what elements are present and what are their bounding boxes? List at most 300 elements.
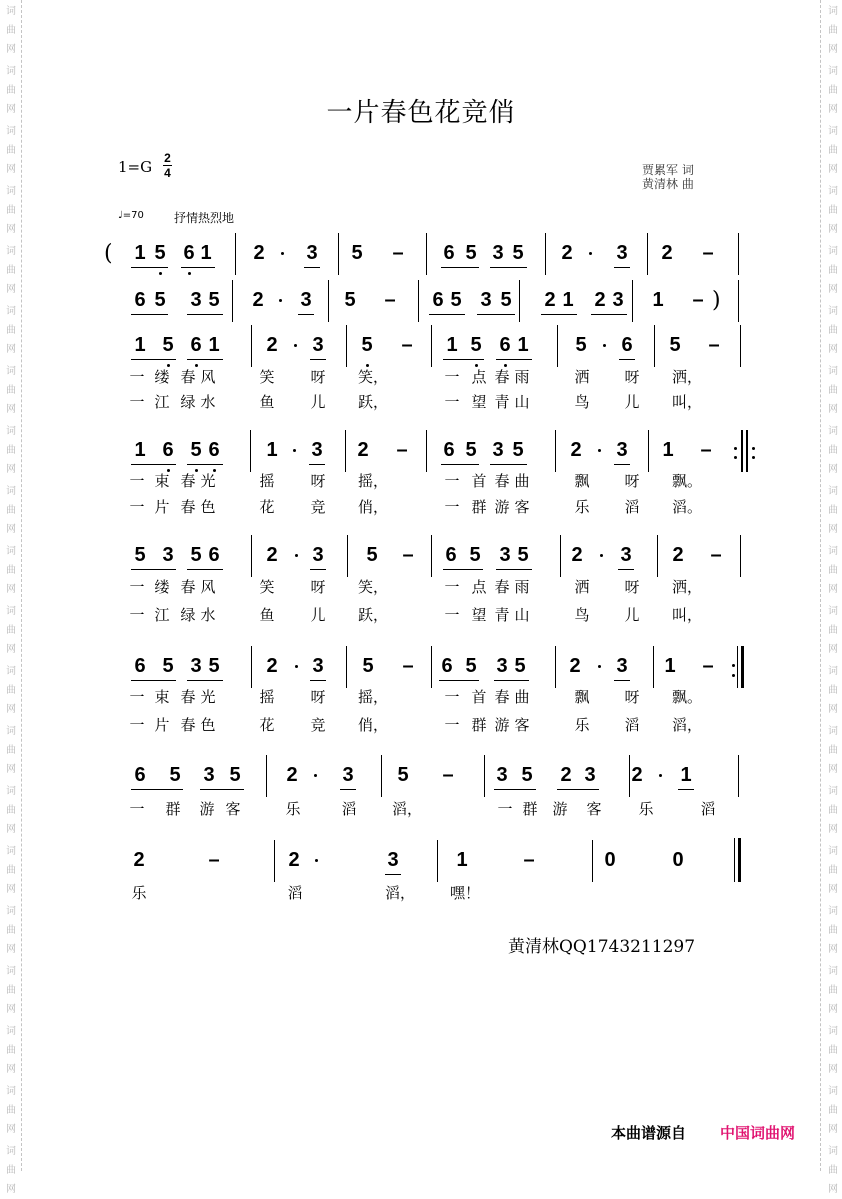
bar-line	[251, 535, 252, 577]
bar-line	[426, 233, 427, 275]
low-octave-dot	[159, 272, 162, 275]
watermark-char: 网	[828, 104, 838, 115]
underline-beam	[557, 789, 599, 790]
note: 1	[134, 334, 146, 356]
lyricist-credit: 贾累军 词	[642, 163, 694, 177]
watermark-char: 网	[6, 524, 16, 535]
note: 3	[480, 289, 492, 311]
watermark-char: 网	[6, 884, 16, 895]
watermark-char: 词	[6, 546, 16, 557]
augmentation-dot	[281, 252, 284, 255]
lyric-char: 呀	[624, 472, 640, 490]
time-signature-bottom: 4	[164, 166, 171, 180]
note: 3	[311, 439, 323, 461]
underline-beam	[477, 314, 515, 315]
watermark-char: 曲	[828, 205, 838, 216]
source-label: 本曲谱源自	[611, 1124, 687, 1142]
note: 2	[133, 849, 145, 871]
watermark-char: 曲	[6, 745, 16, 756]
lyric-char: 光	[200, 688, 216, 706]
note: 3	[190, 655, 202, 677]
lyric-char: 呀	[310, 688, 326, 706]
lyric-char: 呀	[624, 578, 640, 596]
bar-line	[328, 280, 329, 322]
bar-line	[560, 535, 561, 577]
lyric-char: 水	[200, 606, 216, 624]
note: 2	[266, 544, 278, 566]
augmentation-dot	[598, 665, 601, 668]
note: –	[523, 849, 535, 871]
note: 2	[288, 849, 300, 871]
note: 3	[616, 242, 628, 264]
note: 6	[208, 439, 220, 461]
bar-line	[232, 280, 233, 322]
lyric-char: 嘿！	[450, 884, 481, 902]
watermark-char: 曲	[6, 265, 16, 276]
note: –	[402, 655, 414, 677]
watermark-char: 曲	[6, 325, 16, 336]
lyric-char: 一	[444, 368, 460, 386]
watermark-char: 曲	[6, 565, 16, 576]
bar-line	[346, 325, 347, 367]
arranger-signature: 黄清林QQ1743211297	[508, 937, 696, 957]
watermark-char: 词	[6, 426, 16, 437]
watermark-char: 网	[828, 344, 838, 355]
left-watermark-strip	[0, 0, 20, 1195]
note: 3	[312, 334, 324, 356]
bar-line	[654, 325, 655, 367]
note: 5	[500, 289, 512, 311]
note: –	[700, 439, 712, 461]
note: 5	[512, 439, 524, 461]
watermark-char: 词	[6, 606, 16, 617]
lyric-char: 客	[514, 716, 530, 734]
lyric-char: 束	[154, 472, 170, 490]
note: 5	[190, 544, 202, 566]
underline-beam	[310, 680, 326, 681]
note: 1	[664, 655, 676, 677]
lyric-char: 首	[471, 688, 487, 706]
note: 6	[621, 334, 633, 356]
augmentation-dot	[293, 449, 296, 452]
bar-line	[250, 430, 251, 472]
bar-line	[592, 840, 593, 882]
bar-line	[274, 840, 275, 882]
note: 5	[465, 242, 477, 264]
bar-line	[738, 233, 739, 275]
note: 6	[499, 334, 511, 356]
watermark-char: 网	[828, 1004, 838, 1015]
lyric-char: 一	[129, 578, 145, 596]
lyric-char: 鸟	[574, 393, 590, 411]
lyric-char: 呀	[310, 368, 326, 386]
bar-line	[431, 646, 432, 688]
watermark-char: 网	[6, 644, 16, 655]
watermark-char: 网	[6, 704, 16, 715]
watermark-char: 曲	[828, 1165, 838, 1176]
underline-beam	[614, 680, 630, 681]
watermark-char: 词	[6, 66, 16, 77]
watermark-char: 词	[828, 306, 838, 317]
watermark-char: 词	[828, 966, 838, 977]
note: 5	[162, 334, 174, 356]
augmentation-dot	[315, 859, 318, 862]
lyric-char: 乐	[285, 800, 301, 818]
note: 1	[266, 439, 278, 461]
lyric-char: 摇，	[358, 688, 389, 706]
note: 2	[570, 439, 582, 461]
lyric-char: 一	[444, 606, 460, 624]
note: –	[692, 289, 704, 311]
watermark-char: 网	[6, 164, 16, 175]
note: 5	[469, 544, 481, 566]
bar-line	[484, 755, 485, 797]
lyric-char: 乐	[638, 800, 654, 818]
lyric-char: 群	[471, 498, 487, 516]
note: 3	[300, 289, 312, 311]
lyric-char: 曲	[514, 688, 530, 706]
lyric-char: 一	[444, 393, 460, 411]
watermark-char: 网	[6, 1004, 16, 1015]
note: –	[208, 849, 220, 871]
bar-line	[738, 755, 739, 797]
underline-beam	[187, 314, 223, 315]
lyric-char: 春	[180, 688, 196, 706]
watermark-char: 词	[6, 666, 16, 677]
lyric-char: 一	[129, 393, 145, 411]
lyric-char: 飘	[574, 688, 590, 706]
watermark-char: 曲	[828, 325, 838, 336]
note: 1	[208, 334, 220, 356]
watermark-char: 曲	[828, 745, 838, 756]
note: 5	[514, 655, 526, 677]
bar-line	[426, 430, 427, 472]
repeat-bar-left	[741, 430, 743, 472]
note: 3	[620, 544, 632, 566]
lyric-char: 飘。	[672, 688, 703, 706]
watermark-char: 曲	[828, 385, 838, 396]
underline-beam	[131, 569, 176, 570]
bar-line	[251, 325, 252, 367]
watermark-char: 词	[6, 6, 16, 17]
lyric-char: 跃，	[358, 606, 389, 624]
augmentation-dot	[294, 344, 297, 347]
lyric-char: 一	[497, 800, 513, 818]
repeat-dot	[752, 447, 755, 450]
lyric-char: 一	[129, 368, 145, 386]
bar-line	[347, 535, 348, 577]
low-octave-dot	[504, 364, 507, 367]
lyric-char: 跃，	[358, 393, 389, 411]
watermark-char: 网	[6, 764, 16, 775]
lyric-char: 鸟	[574, 606, 590, 624]
lyric-char: 一	[129, 606, 145, 624]
underline-beam	[441, 267, 479, 268]
bar-line	[555, 646, 556, 688]
note: 6	[432, 289, 444, 311]
repeat-dot	[732, 674, 735, 677]
bar-line	[740, 535, 741, 577]
watermark-char: 网	[6, 344, 16, 355]
note: 6	[441, 655, 453, 677]
open-parenthesis: (	[104, 241, 113, 266]
lyric-char: 飘	[574, 472, 590, 490]
bar-line	[647, 233, 648, 275]
watermark-char: 网	[6, 1064, 16, 1075]
lyric-char: 滔	[624, 716, 640, 734]
note: 3	[499, 544, 511, 566]
note: –	[402, 544, 414, 566]
watermark-char: 曲	[828, 1105, 838, 1116]
lyric-char: 风	[200, 578, 216, 596]
underline-beam	[310, 569, 326, 570]
lyric-char: 一	[444, 688, 460, 706]
watermark-char: 曲	[6, 145, 16, 156]
bar-line	[251, 646, 252, 688]
note: 5	[361, 334, 373, 356]
composer-credit: 黄清林 曲	[642, 177, 694, 191]
note: 6	[445, 544, 457, 566]
note: 1	[562, 289, 574, 311]
watermark-char: 网	[828, 284, 838, 295]
lyric-char: 笑，	[358, 578, 389, 596]
lyric-char: 摇	[259, 688, 275, 706]
repeat-dot	[734, 447, 737, 450]
underline-beam	[443, 359, 484, 360]
note: 2	[253, 242, 265, 264]
note: 5	[397, 764, 409, 786]
watermark-char: 词	[6, 366, 16, 377]
note: 3	[162, 544, 174, 566]
bar-line	[519, 280, 520, 322]
underline-beam	[131, 464, 176, 465]
note: 6	[443, 242, 455, 264]
underline-beam	[304, 267, 320, 268]
note: 5	[169, 764, 181, 786]
watermark-char: 网	[828, 464, 838, 475]
watermark-char: 曲	[828, 985, 838, 996]
lyric-char: 滔，	[672, 716, 703, 734]
lyric-char: 洒	[574, 578, 590, 596]
watermark-char: 曲	[6, 1165, 16, 1176]
low-octave-dot	[475, 364, 478, 367]
augmentation-dot	[598, 449, 601, 452]
watermark-char: 词	[6, 1026, 16, 1037]
note: –	[384, 289, 396, 311]
note: 2	[544, 289, 556, 311]
underline-beam	[614, 464, 630, 465]
watermark-char: 曲	[6, 625, 16, 636]
low-octave-dot	[188, 272, 191, 275]
lyric-char: 竞	[310, 498, 326, 516]
note: 6	[134, 289, 146, 311]
note: 2	[560, 764, 572, 786]
lyric-char: 俏，	[358, 498, 389, 516]
watermark-char: 词	[828, 66, 838, 77]
underline-beam	[443, 569, 483, 570]
note: 5	[465, 655, 477, 677]
lyric-char: 春	[180, 578, 196, 596]
watermark-char: 网	[828, 644, 838, 655]
watermark-char: 曲	[6, 865, 16, 876]
lyric-char: 春	[180, 716, 196, 734]
note: 3	[496, 764, 508, 786]
bar-line	[545, 233, 546, 275]
note: 1	[200, 242, 212, 264]
note: 2	[571, 544, 583, 566]
underline-beam	[131, 359, 176, 360]
watermark-char: 网	[828, 884, 838, 895]
lyric-char: 花	[259, 498, 275, 516]
lyric-char: 呀	[624, 368, 640, 386]
underline-beam	[429, 314, 465, 315]
lyric-char: 摇	[259, 472, 275, 490]
watermark-char: 词	[6, 846, 16, 857]
lyric-char: 洒，	[672, 578, 703, 596]
watermark-char: 词	[6, 726, 16, 737]
note: 6	[134, 655, 146, 677]
lyric-char: 片	[154, 498, 170, 516]
bar-line	[557, 325, 558, 367]
watermark-char: 网	[828, 164, 838, 175]
watermark-char: 曲	[828, 865, 838, 876]
note: 5	[134, 544, 146, 566]
note: –	[710, 544, 722, 566]
lyric-char: 滔	[341, 800, 357, 818]
lyric-char: 游	[552, 800, 568, 818]
underline-beam	[614, 267, 630, 268]
augmentation-dot	[659, 774, 662, 777]
lyric-char: 笑，	[358, 368, 389, 386]
lyric-char: 滔	[287, 884, 303, 902]
augmentation-dot	[295, 665, 298, 668]
lyric-char: 呀	[310, 472, 326, 490]
note: 5	[229, 764, 241, 786]
repeat-dot	[732, 664, 735, 667]
note: 3	[616, 655, 628, 677]
underline-beam	[441, 464, 479, 465]
note: 5	[521, 764, 533, 786]
underline-beam	[131, 680, 176, 681]
watermark-char: 词	[6, 126, 16, 137]
lyric-char: 春	[494, 688, 510, 706]
note: –	[442, 764, 454, 786]
watermark-char: 网	[828, 704, 838, 715]
note: 1	[662, 439, 674, 461]
lyric-char: 绿	[180, 393, 196, 411]
watermark-char: 词	[828, 906, 838, 917]
underline-beam	[541, 314, 577, 315]
note: 2	[661, 242, 673, 264]
note: 3	[612, 289, 624, 311]
lyric-char: 色	[200, 498, 216, 516]
lyric-char: 一	[129, 498, 145, 516]
watermark-char: 词	[828, 246, 838, 257]
bar-line	[648, 430, 649, 472]
watermark-char: 曲	[6, 805, 16, 816]
watermark-char: 词	[6, 1086, 16, 1097]
note: 5	[351, 242, 363, 264]
watermark-char: 词	[828, 726, 838, 737]
lyric-char: 滔	[624, 498, 640, 516]
lyric-char: 江	[154, 606, 170, 624]
note: 1	[134, 439, 146, 461]
lyric-char: 游	[494, 498, 510, 516]
note: 2	[569, 655, 581, 677]
underline-beam	[496, 359, 532, 360]
watermark-char: 网	[6, 284, 16, 295]
bar-line	[555, 430, 556, 472]
watermark-char: 曲	[828, 445, 838, 456]
lyric-char: 雨	[514, 368, 530, 386]
note: 0	[672, 849, 684, 871]
watermark-char: 词	[6, 1146, 16, 1157]
right-watermark-strip	[822, 0, 842, 1195]
watermark-char: 曲	[828, 25, 838, 36]
lyric-char: 一	[444, 498, 460, 516]
note: 3	[387, 849, 399, 871]
lyric-char: 春	[494, 578, 510, 596]
tempo-marking: ♩=70	[118, 210, 144, 221]
note: 5	[344, 289, 356, 311]
note: 3	[616, 439, 628, 461]
watermark-char: 网	[6, 44, 16, 55]
note: 6	[190, 334, 202, 356]
repeat-bar-right	[746, 430, 748, 472]
watermark-char: 网	[6, 1124, 16, 1135]
note: 2	[252, 289, 264, 311]
note: 5	[362, 655, 374, 677]
watermark-char: 词	[828, 786, 838, 797]
watermark-char: 词	[828, 486, 838, 497]
augmentation-dot	[603, 344, 606, 347]
note: 6	[183, 242, 195, 264]
watermark-char: 曲	[6, 1045, 16, 1056]
note: –	[392, 242, 404, 264]
watermark-char: 词	[828, 606, 838, 617]
left-margin-line	[21, 0, 22, 1171]
note: 1	[517, 334, 529, 356]
watermark-char: 词	[828, 366, 838, 377]
note: 3	[312, 544, 324, 566]
lyric-char: 叫，	[672, 606, 703, 624]
lyric-char: 客	[514, 498, 530, 516]
note: 5	[208, 655, 220, 677]
bar-line	[266, 755, 267, 797]
watermark-char: 曲	[828, 1045, 838, 1056]
repeat-bar-thin	[737, 646, 738, 688]
underline-beam	[200, 789, 244, 790]
source-site-link[interactable]: 中国词曲网	[720, 1124, 796, 1142]
lyric-char: 一	[444, 472, 460, 490]
watermark-char: 词	[6, 906, 16, 917]
lyric-char: 春	[180, 368, 196, 386]
note: 1	[652, 289, 664, 311]
watermark-char: 曲	[6, 1105, 16, 1116]
lyric-char: 春	[180, 472, 196, 490]
lyric-char: 雨	[514, 578, 530, 596]
lyric-char: 群	[165, 800, 181, 818]
underline-beam	[439, 680, 479, 681]
lyric-char: 呀	[624, 688, 640, 706]
note: 6	[443, 439, 455, 461]
watermark-char: 网	[6, 224, 16, 235]
lyric-char: 群	[471, 716, 487, 734]
note: 5	[575, 334, 587, 356]
watermark-char: 词	[6, 186, 16, 197]
low-octave-dot	[366, 364, 369, 367]
lyric-char: 飘。	[672, 472, 703, 490]
